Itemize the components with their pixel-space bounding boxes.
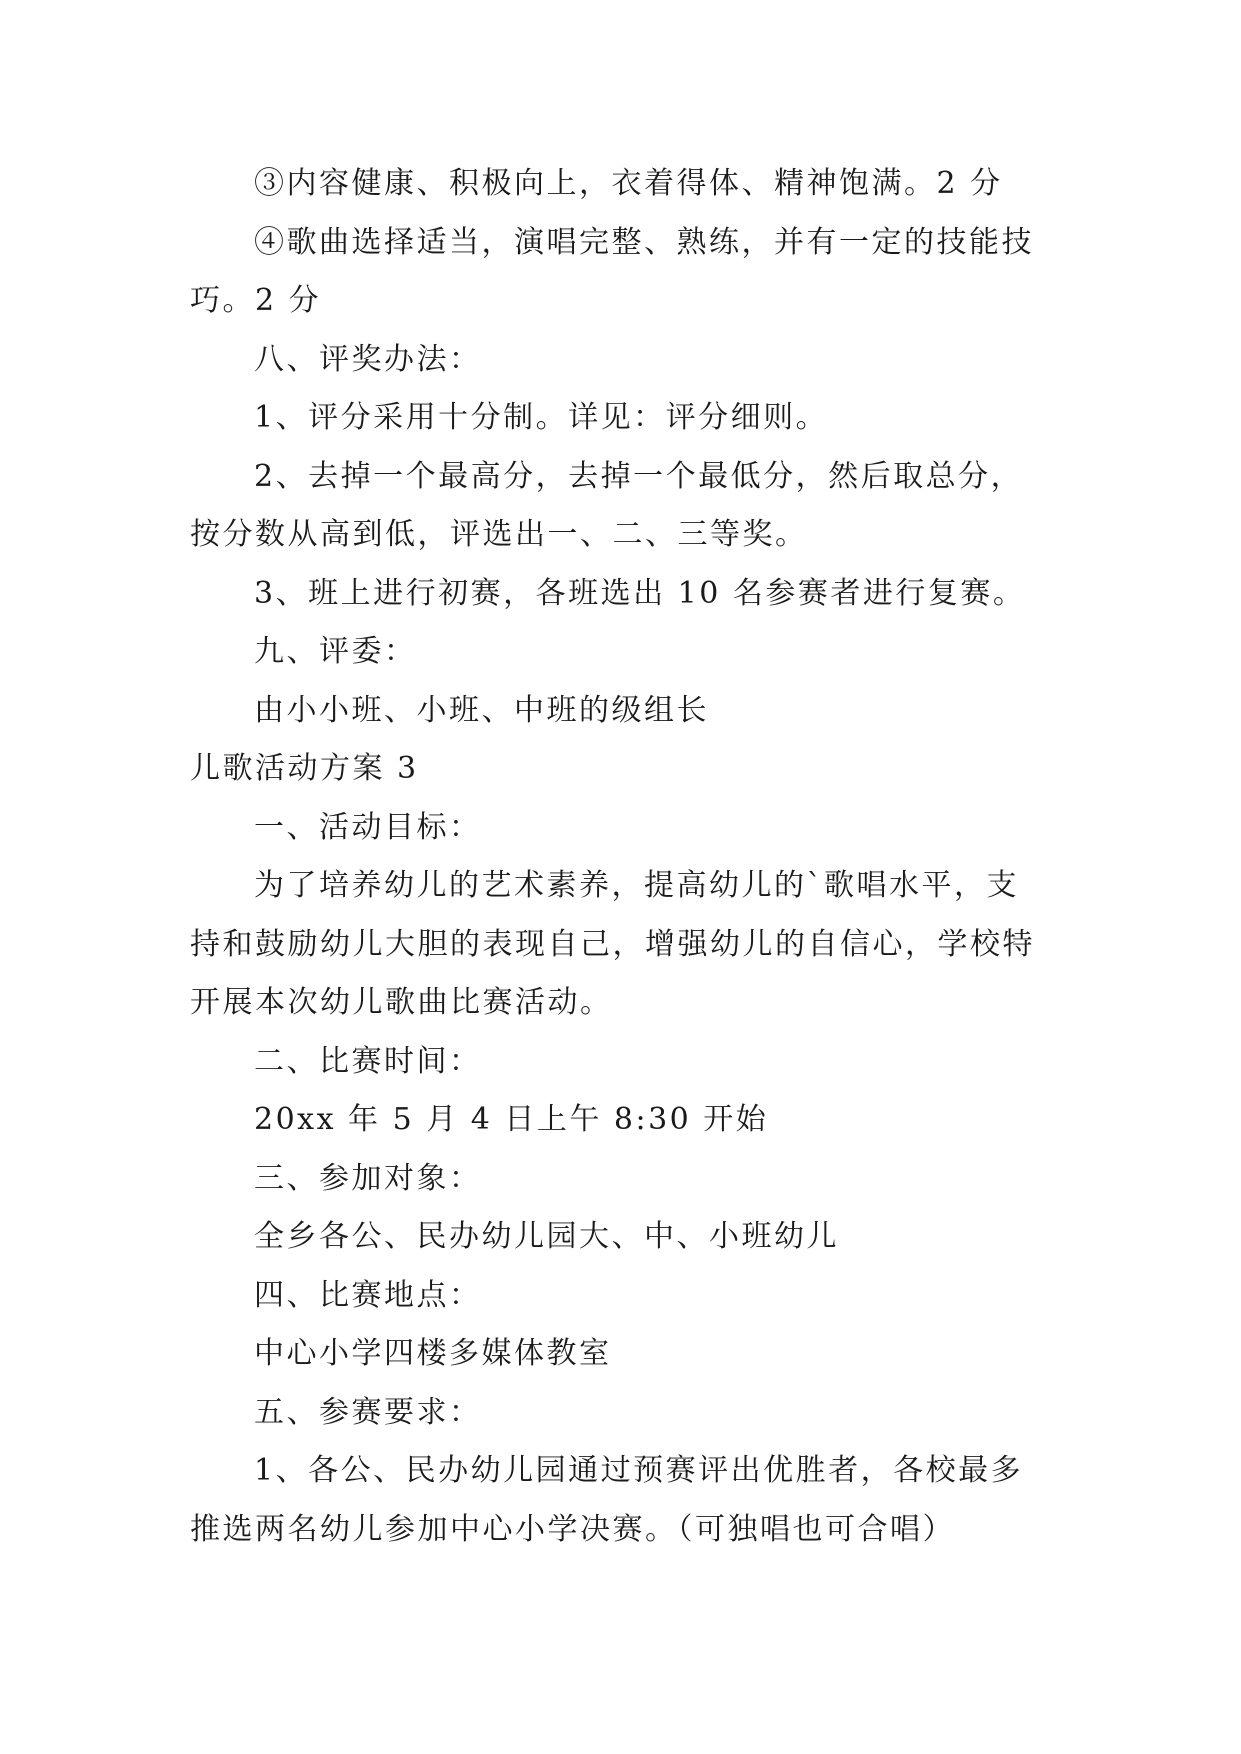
document-body [190, 155, 1050, 1559]
text-line: 巧。2 分 [190, 283, 322, 318]
text-line: ④歌曲选择适当，演唱完整、熟练，并有一定的技能技 [254, 224, 1034, 260]
text-line: 2、去掉一个最高分，去掉一个最低分，然后取总分， [254, 458, 1024, 494]
text-line: 1、评分采用十分制。详见：评分细则。 [254, 400, 829, 435]
text-line: 由小小班、小班、中班的级组长 [254, 692, 709, 728]
text-line: 按分数从高到低，评选出一、二、三等奖。 [190, 517, 808, 552]
text-line: 为了培养幼儿的艺术素养，提高幼儿的`歌唱水平，支 [254, 868, 1019, 903]
text-line: 20xx 年 5 月 4 日上午 8:30 开始 [254, 1102, 769, 1137]
text-line: 1、各公、民办幼儿园通过预赛评出优胜者，各校最多 [254, 1453, 1024, 1488]
section-heading: 九、评委： [254, 634, 417, 669]
section-heading: 三、参加对象： [254, 1160, 482, 1196]
section-heading: 一、活动目标： [254, 809, 482, 845]
text-line: 开展本次幼儿歌曲比赛活动。 [190, 985, 613, 1020]
text-line: 中心小学四楼多媒体教室 [254, 1336, 612, 1371]
text-line: 推选两名幼儿参加中心小学决赛。（可独唱也可合唱） [190, 1511, 955, 1547]
section-heading: 八、评奖办法： [254, 341, 482, 377]
document-title: 儿歌活动方案 3 [190, 751, 419, 786]
text-line: ③内容健康、积极向上，衣着得体、精神饱满。2 分 [254, 166, 1003, 201]
text-line: 持和鼓励幼儿大胆的表现自己，增强幼儿的自信心，学校特 [190, 926, 1035, 962]
section-heading: 二、比赛时间： [254, 1043, 482, 1079]
section-heading: 四、比赛地点： [254, 1277, 482, 1313]
text-line: 3、班上进行初赛，各班选出 10 名参赛者进行复赛。 [254, 575, 1026, 611]
section-heading: 五、参赛要求： [254, 1394, 482, 1430]
text-line: 全乡各公、民办幼儿园大、中、小班幼儿 [254, 1219, 839, 1254]
